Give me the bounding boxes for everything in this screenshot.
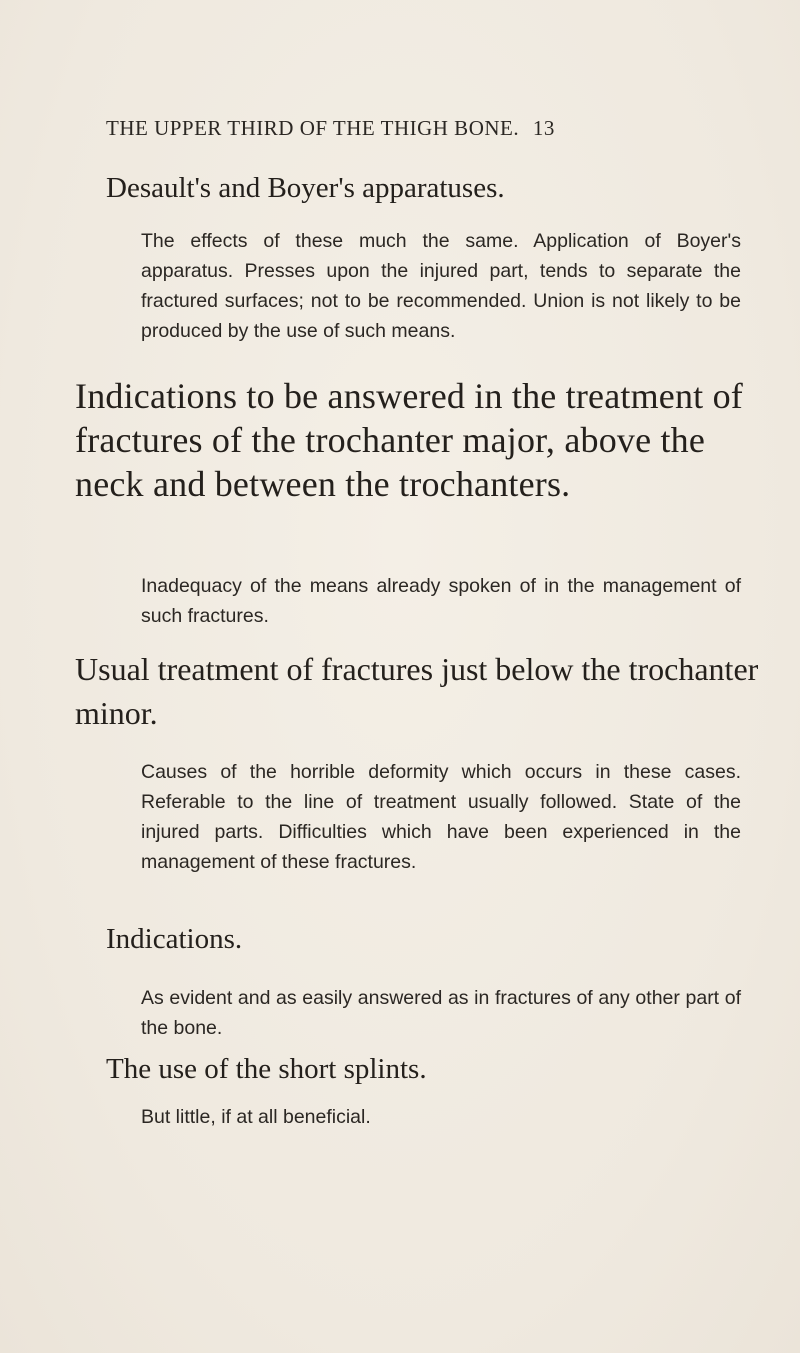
- page-number: 13: [532, 116, 555, 140]
- section-heading: Usual treatment of fractures just below the trochanter minor.: [75, 651, 759, 731]
- section-body: As evident and as easily answered as in fractures of any other part of the bone.: [141, 987, 741, 1039]
- section-heading: Desault's and Boyer's apparatuses.: [106, 172, 505, 204]
- running-head: [106, 116, 746, 141]
- section-heading: Indications to be answered in the treatment of fractures of the trochanter major, above the neck and between the trochanters.: [75, 376, 743, 504]
- section-heading: Indications.: [106, 923, 243, 955]
- section-body: Causes of the horrible deformity which occurs in these cases. Referable to the line of treatment usually followed. State of the injured parts. Difficulties which have been experienced in the management of these fractures.: [141, 761, 741, 873]
- section-heading: The use of the short splints.: [106, 1053, 427, 1085]
- section-body: Inadequacy of the means already spoken of in the management of such fractures.: [141, 575, 741, 627]
- running-head-title: THE UPPER THIRD OF THE THIGH BONE.: [106, 116, 520, 140]
- section-body: But little, if at all beneficial.: [141, 1106, 371, 1128]
- section-body: The effects of these much the same. Application of Boyer's apparatus. Presses upon the injured part, tends to separate the fractured surfaces; not to be recommended. Union is not likely to be produced by the use of such means.: [141, 230, 741, 342]
